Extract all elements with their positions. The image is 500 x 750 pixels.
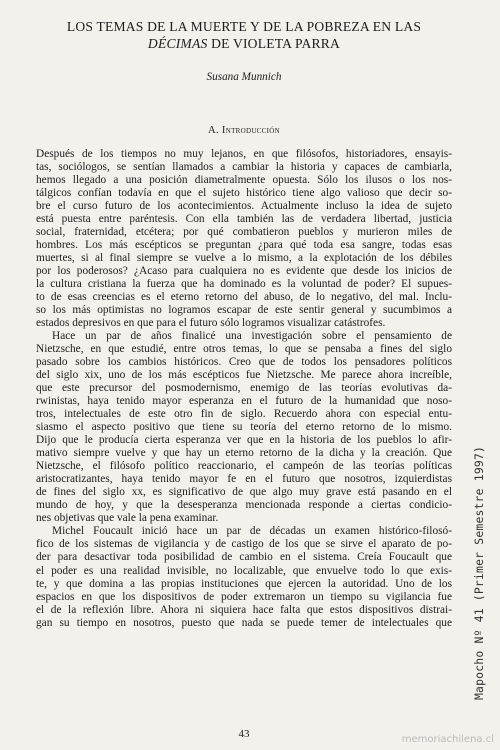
text-line: mativo siempre vuelve y que hay un eterno retorno de la dicha y la creación. Que <box>36 447 452 460</box>
article-title <box>40 18 448 52</box>
body-text <box>36 148 452 630</box>
text-line: estados depresivos en que para el futuro sólo logramos visualizar catástrofes. <box>36 317 386 330</box>
text-line: Nietzsche, en que estudié, entre otros temas, lo que se pensaba a fines del siglo <box>36 343 452 356</box>
text-line: tálgicos confían todavía en que el sujeto histórico tiene algo valioso que decir so- <box>36 187 452 200</box>
text-line: Hace un par de años finalicé una investigación sobre el pensamiento de <box>52 330 452 343</box>
paragraph <box>36 330 452 525</box>
text-line: tas, sociólogos, se sentían llamados a cambiar la historia y capaces de cambiarla, <box>36 161 452 174</box>
text-line: pasado sobre los cambios históricos. Creo que de todos los pensadores políticos <box>36 356 452 369</box>
paragraph <box>36 525 452 629</box>
text-line: muertes, si al final siempre se vuelve a lo mismo, a la explotación de los débiles <box>36 252 452 265</box>
text-line: bre el curso futuro de los acontecimientos. Actualmente incluso la idea de sujeto <box>36 200 452 213</box>
text-line: so los más optimistas no logramos escapar de este sentir general y sucumbimos a <box>36 304 452 317</box>
text-line: el de la reflexión libre. Ahora ni siquiera hace falta que estos dispositivos distrai- <box>36 603 452 616</box>
side-stamp-text: Mapocho Nº 41 (Primer Semestre 1997) <box>472 445 486 700</box>
title-line-1: LOS TEMAS DE LA MUERTE Y DE LA POBREZA EN LAS <box>66 19 422 34</box>
text-line: social, fraternidad, etcétera; por qué combatieron pueblos y murieron miles de <box>36 226 452 239</box>
text-line: te, y que domina a las propias instituciones que ejercen la autoridad. Uno de los <box>36 577 452 590</box>
text-line: gan su tiempo en nosotros, puesto que nada se puede temer de intelectuales que <box>36 616 452 629</box>
text-line: rwinistas, haya tenido mayor esperanza en el futuro de la humanidad que noso- <box>36 395 452 408</box>
text-line: de fines del siglo xx, es significativo de que algo muy grave está pasando en el <box>36 486 452 499</box>
text-line: fico de los sistemas de vigilancia y de castigo de los que se sirve el aparato de po- <box>36 538 452 551</box>
text-line: to de esas creencias es el eterno retorno del abuso, de lo negativo, del mal. Inclu- <box>36 291 452 304</box>
text-line: espacios en que los dispositivos de poder extremaron un tiempo su vigilancia fue <box>36 590 452 603</box>
title-italic-word: DÉCIMAS <box>147 36 208 51</box>
text-line: Dijo que le producía cierta esperanza ver que en la historia de los pueblos lo afir- <box>36 434 452 447</box>
text-line: mundo de hoy, y que la desesperanza mencionada responde a ciertas condicio- <box>36 499 452 512</box>
text-line: aristocratizantes, haya tenido mayor fe en el futuro que nosotros, izquierdistas <box>36 473 452 486</box>
title-line-2 <box>40 35 448 52</box>
text-line: siasmo el aspecto positivo que tiene su teoría del eterno retorno de lo mismo. <box>36 421 452 434</box>
text-line: por los poderosos? ¿Acaso para cualquiera no es evidente que desde los inicios de <box>36 265 452 278</box>
paragraph <box>36 148 452 330</box>
text-line: Después de los tiempos no muy lejanos, en que filósofos, historiadores, ensayis- <box>36 148 452 160</box>
text-line: der para desactivar toda posibilidad de cambio en el sistema. Creía Foucault que <box>36 551 452 564</box>
text-line: el poder es una realidad invisible, no localizable, que envuelve todo lo que exis- <box>36 564 452 577</box>
text-line: tros, intelectuales de este otro fin de siglo. Recuerdo ahora con especial entu- <box>36 408 452 421</box>
text-line: nes objetivas que vale la pena examinar. <box>36 512 219 525</box>
section-heading <box>40 125 448 136</box>
text-line: del siglo xix, uno de los más escépticos fue Nietzsche. Me parece ahora increíble, <box>36 369 452 382</box>
text-line: hemos llegado a una posición diametralmente opuesta. Sólo los ilusos o los nos- <box>36 174 452 187</box>
text-line: Michel Foucault inició hace un par de décadas un examen histórico-filosó- <box>52 525 452 538</box>
text-line: que este precursor del posmodernismo, enemigo de las teorías evolutivas da- <box>36 382 452 395</box>
text-line: la cultura cristiana la fuerza que ha dominado es la voluntad de poder? El supues- <box>36 278 452 291</box>
text-line: está puesta entre paréntesis. Con ella también las de verdadera libertad, justicia <box>36 213 452 226</box>
author-name: Susana Munnich <box>206 71 282 83</box>
watermark: memoriachilena.cl <box>401 734 494 745</box>
text-line: Nietzsche, el filósofo político reaccionario, el campeón de las teorías políticas <box>36 460 452 473</box>
title-line-2-rest: DE VIOLETA PARRA <box>207 36 341 51</box>
section-title: Introducción <box>221 125 280 136</box>
section-number: A. <box>208 125 219 136</box>
text-line: hombres. Los más escépticos se preguntan ¿para qué toda esa sangre, todas esas <box>36 239 452 252</box>
page-number: 43 <box>238 728 250 740</box>
